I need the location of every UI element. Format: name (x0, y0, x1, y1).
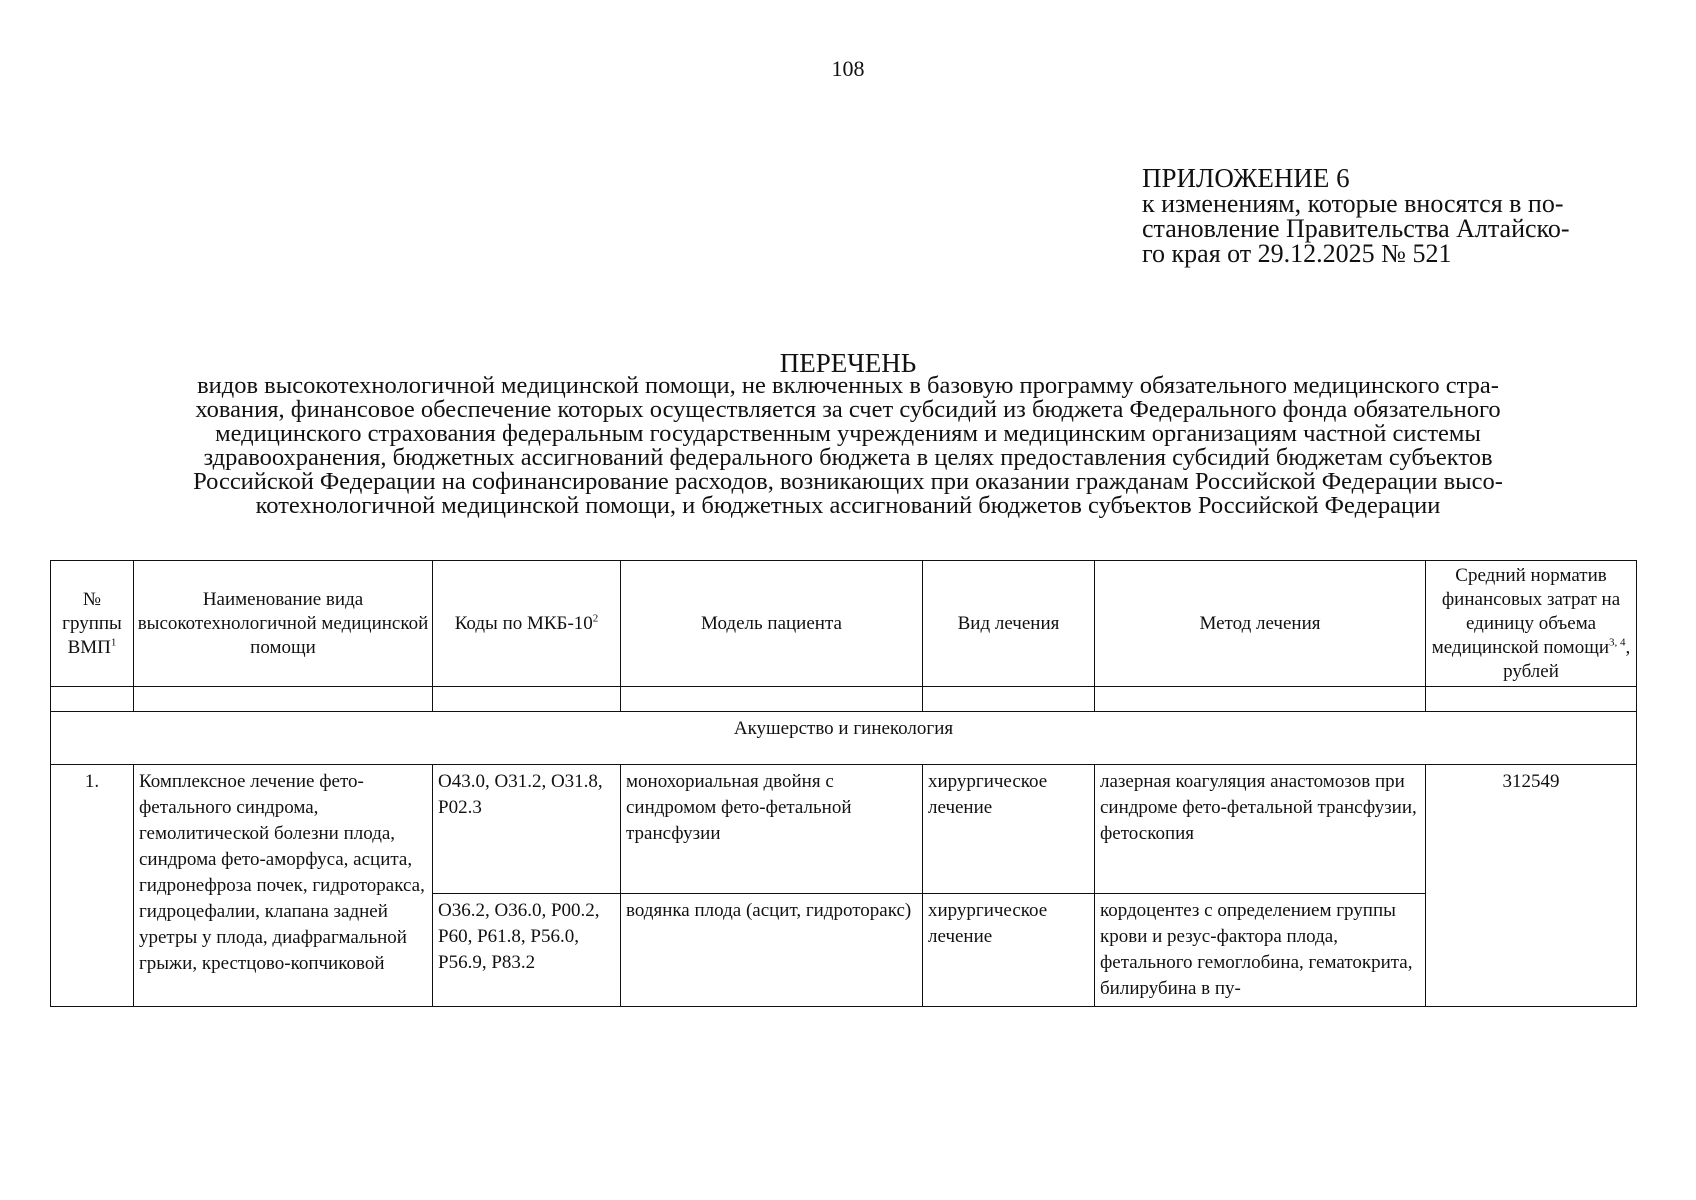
document-title: ПЕРЕЧЕНЬ (779, 348, 917, 378)
row-codes: O36.2, O36.0, P00.2, P60, P61.8, P56.0, P56.9, P83.2 (433, 894, 621, 1007)
row-number: 1. (51, 765, 134, 1007)
annex-line: становление Правительства Алтайско- (1142, 214, 1570, 243)
row-method: кордоцентез с определением группы крови и резус-фактора плода, фетального гемоглобина, гематокрита, билирубина в пу- (1095, 894, 1426, 1007)
page-number: 108 (831, 56, 865, 81)
header-codes: Коды по МКБ-$10^2$ (433, 561, 621, 687)
row-model: водянка плода (асцит, гидроторакс) (621, 894, 923, 1007)
document-subtitle (64, 374, 1632, 518)
subtitle-line: котехнологичной медицинской помощи, и бюджетных ассигнований бюджетов субъектов Российской Федерации (255, 492, 1441, 519)
subtitle-line: хования, финансовое обеспечение которых осуществляется за счет субсидий из бюджета Федерального фонда обязательного (195, 396, 1501, 423)
header-model: Модель пациента (621, 561, 923, 687)
annex-line: го края от 29.12.2025 № 521 (1142, 239, 1452, 268)
subtitle-line: видов высокотехнологичной медицинской помощи, не включенных в базовую программу обязательного медицинского стра- (197, 372, 1499, 399)
section-row (51, 712, 1637, 765)
table-header-row (51, 561, 1637, 687)
row-name: Комплексное лечение фето-фетального синдрома, гемолитической болезни плода, синдрома фето-аморфуса, асцита, гидронефроза почек, гидроторакса, гидроцефалии, клапана задней уретры у плода, диафрагмальной грыжи, крестцово-копчиковой (134, 765, 433, 1007)
header-name: Наименование вида высокотехнологичной медицинской помощи (134, 561, 433, 687)
row-method: лазерная коагуляция анастомозов при синдроме фето-фетальной трансфузии, фетоскопия (1095, 765, 1426, 894)
row-cost: 312549 (1426, 765, 1637, 1007)
row-model: монохориальная двойня с синдромом фето-фетальной трансфузии (621, 765, 923, 894)
header-method: Метод лечения (1095, 561, 1426, 687)
section-title: Акушерство и гинекология (51, 712, 1637, 765)
table-row (51, 765, 1637, 894)
subtitle-line: Российской Федерации на софинансирование расходов, возникающих при оказании гражданам Российской Федерации высо- (193, 468, 1503, 495)
subtitle-line: медицинского страхования федеральным государственным учреждениям и медицинским организациям частной системы (215, 420, 1481, 447)
vmp-table (50, 560, 1637, 1007)
row-treatment: хирургическое лечение (923, 765, 1095, 894)
annex-line: к изменениям, которые вносятся в по- (1142, 189, 1564, 218)
row-treatment: хирургическое лечение (923, 894, 1095, 1007)
row-codes: O43.0, O31.2, O31.8, P02.3 (433, 765, 621, 894)
annex-block (1142, 163, 1632, 268)
header-group: № группы ВМП$^1$ (51, 561, 134, 687)
table-spacer-row (51, 687, 1637, 712)
header-treatment: Вид лечения (923, 561, 1095, 687)
header-cost: Средний норматив финансовых затрат на единицу объема медицинской помощи$^{3, 4}$, рублей (1426, 561, 1637, 687)
annex-title: ПРИЛОЖЕНИЕ 6 (1142, 163, 1350, 193)
subtitle-line: здравоохранения, бюджетных ассигнований федерального бюджета в целях предоставления субсидий бюджетам субъектов (203, 444, 1493, 471)
